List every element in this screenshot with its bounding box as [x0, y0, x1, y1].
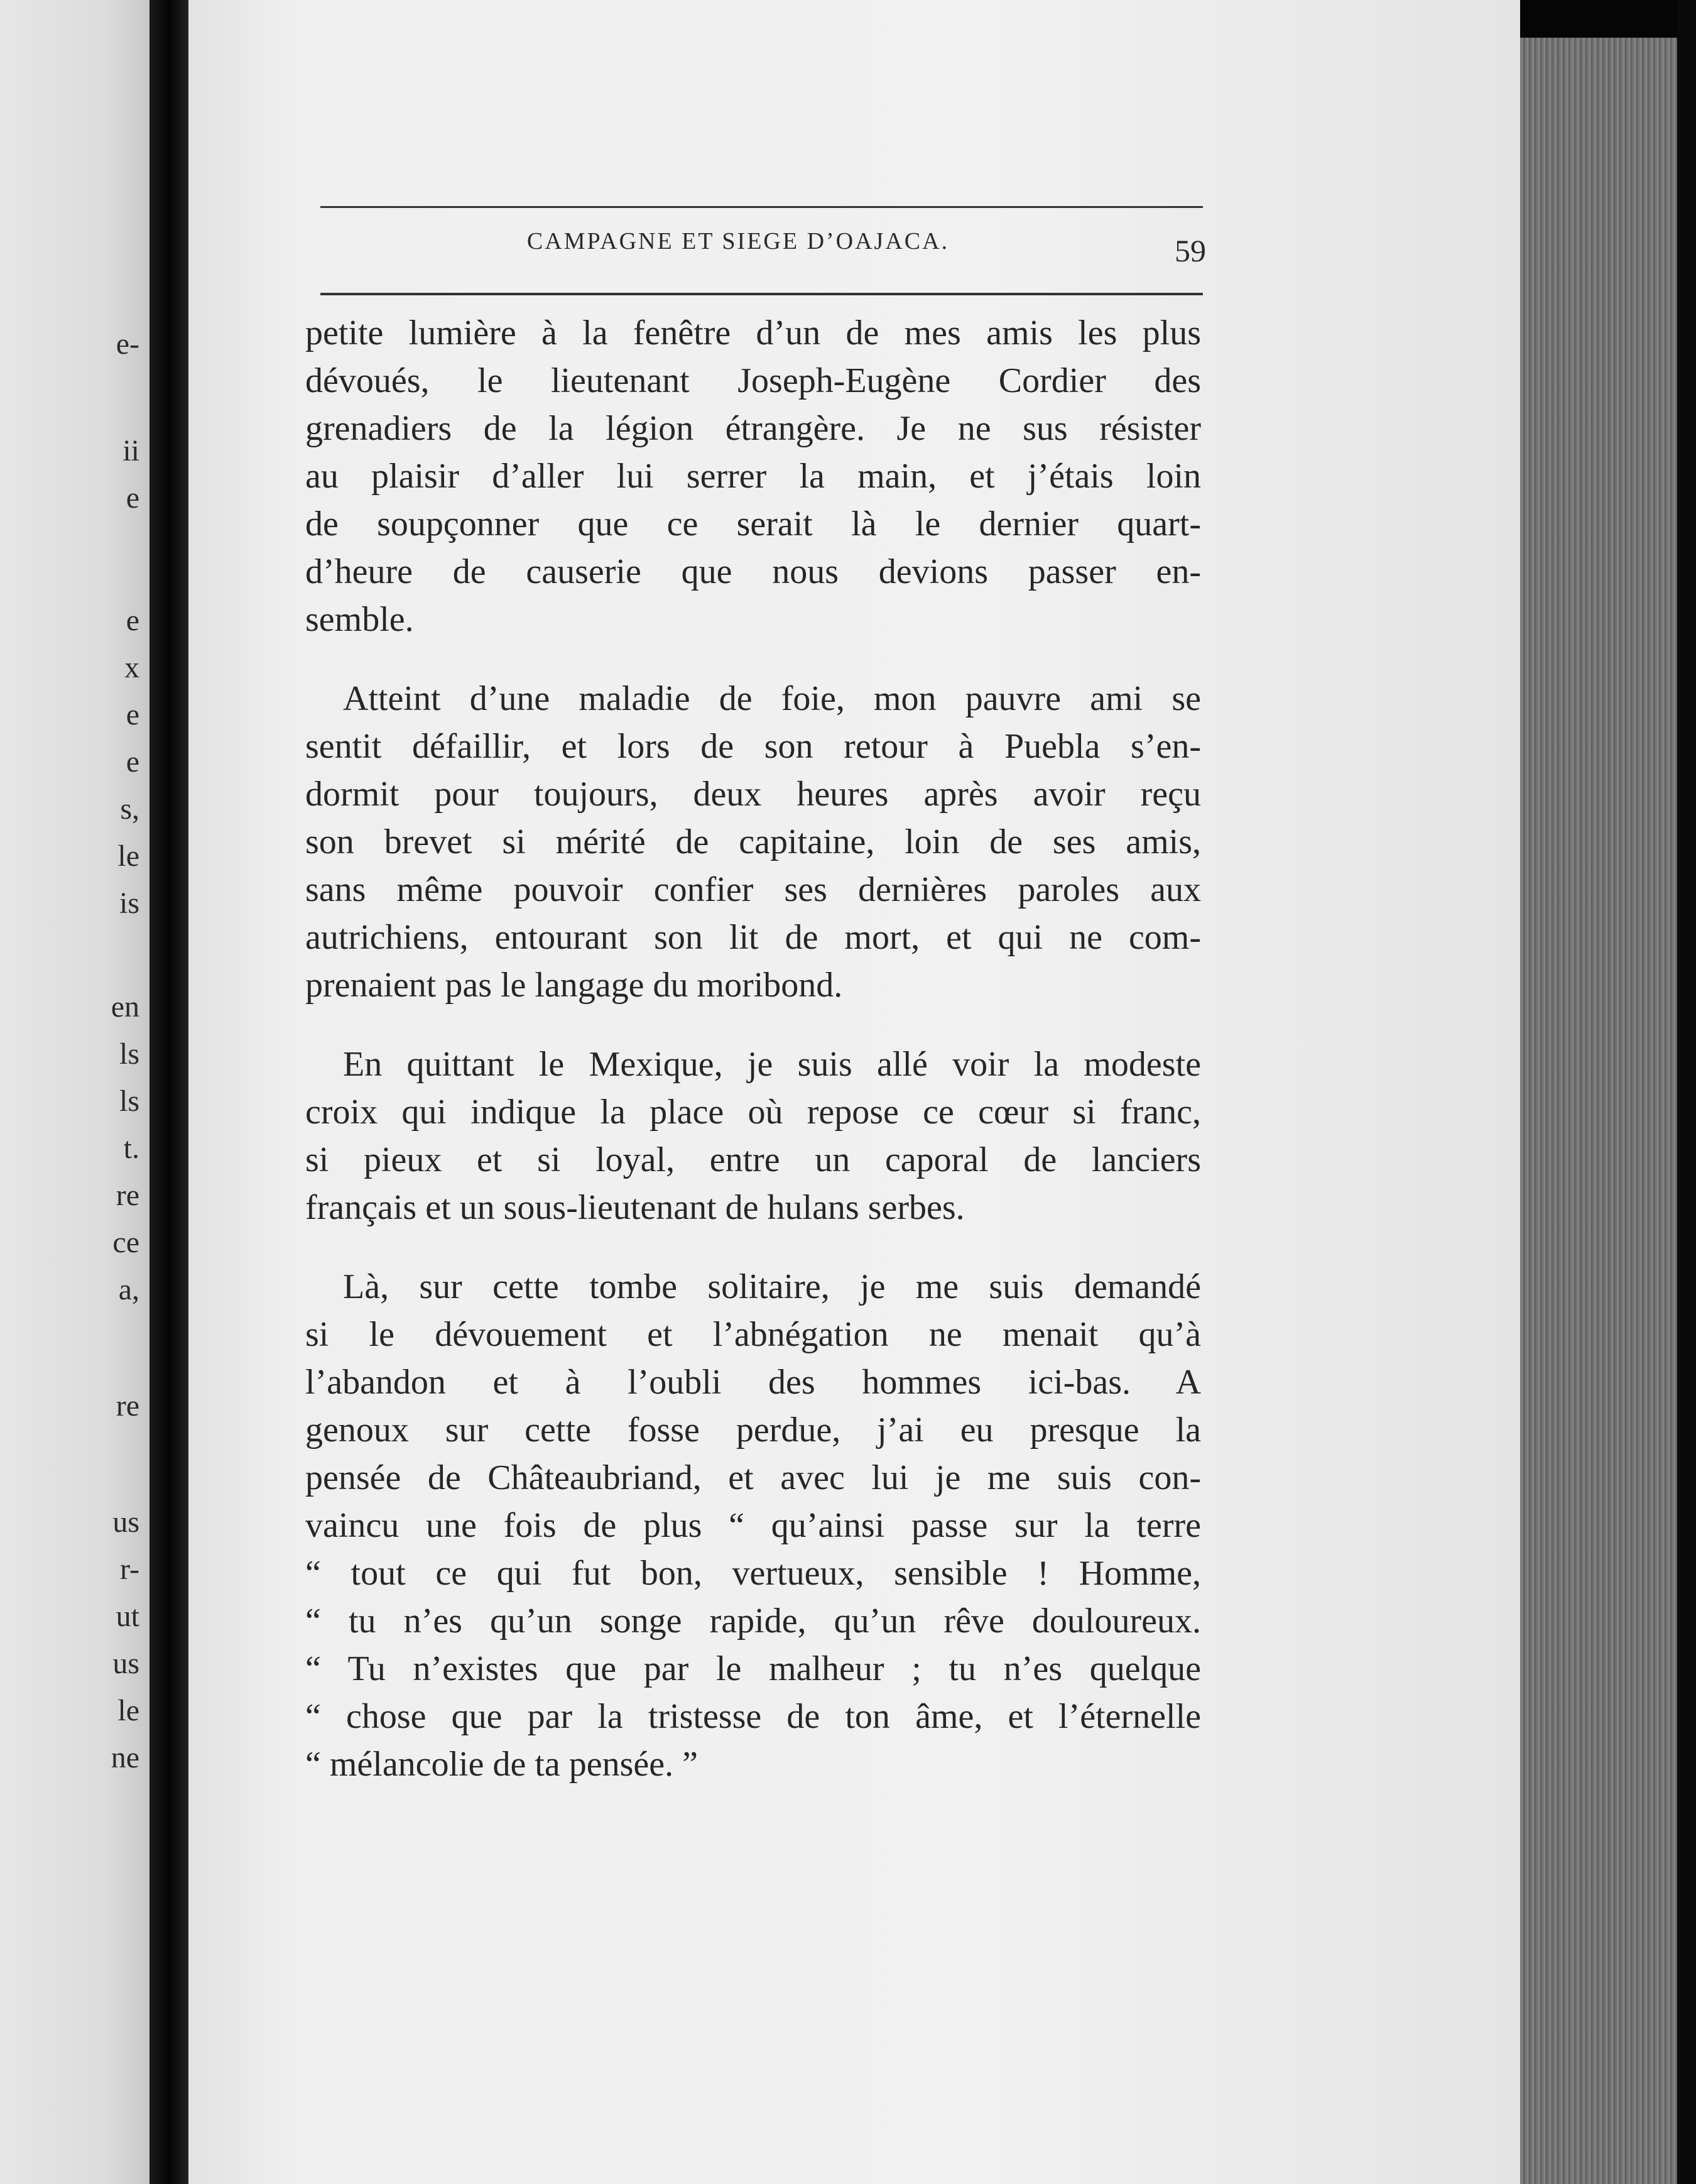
paragraph-gap	[305, 643, 1201, 675]
paragraph	[305, 1263, 1201, 1788]
text-line: petite lumière à la fenêtre d’un de mes amis les plus	[305, 314, 1201, 352]
text-line: pensée de Châteaubriand, et avec lui je me suis con-	[305, 1458, 1201, 1497]
previous-page-text-fragment: re	[116, 1389, 139, 1422]
text-line: semble.	[305, 600, 414, 639]
paragraph-gap	[305, 1009, 1201, 1040]
paragraph-gap	[305, 1231, 1201, 1263]
text-line: Là, sur cette tombe solitaire, je me suis demandé	[343, 1267, 1201, 1306]
previous-page-text-fragment: ls	[119, 1084, 139, 1118]
header-rule-bottom	[320, 293, 1203, 295]
page-number: 59	[1175, 233, 1206, 268]
text-line: genoux sur cette fosse perdue, j’ai eu presque la	[305, 1411, 1201, 1450]
text-line: de soupçonner que ce serait là le dernier quart-	[305, 505, 1201, 543]
previous-page-text-fragment: e	[126, 481, 139, 515]
text-line: au plaisir d’aller lui serrer la main, et j’étais loin	[305, 457, 1201, 496]
text-line: si pieux et si loyal, entre un caporal de lanciers	[305, 1140, 1201, 1179]
text-line: En quittant le Mexique, je suis allé voir la modeste	[343, 1045, 1201, 1084]
text-line: “ tu n’es qu’un songe rapide, qu’un rêve douloureux.	[305, 1602, 1201, 1641]
body-text	[305, 309, 1201, 1788]
previous-page-text-fragment: re	[116, 1179, 139, 1212]
book-gutter	[149, 0, 188, 2184]
previous-page-text-fragment: is	[119, 887, 139, 920]
text-line: d’heure de causerie que nous devions passer en-	[305, 552, 1201, 591]
text-line: “ chose que par la tristesse de ton âme, et l’éternelle	[305, 1697, 1201, 1736]
previous-page-text-fragment: t.	[123, 1132, 139, 1165]
text-line: sentit défaillir, et lors de son retour à Puebla s’en-	[305, 727, 1201, 766]
text-line: dévoués, le lieutenant Joseph-Eugène Cordier des	[305, 361, 1201, 400]
previous-page-text-fragment: us	[112, 1505, 139, 1539]
text-line: “ tout ce qui fut bon, vertueux, sensible ! Homme,	[305, 1554, 1201, 1593]
previous-page-text-fragment: en	[111, 990, 139, 1024]
text-line: vaincu une fois de plus “ qu’ainsi passe sur la terre	[305, 1506, 1201, 1545]
previous-page-text-fragment: le	[117, 839, 139, 873]
paragraph	[305, 1040, 1201, 1231]
previous-page-text-fragment: x	[124, 651, 139, 684]
text-line: sans même pouvoir confier ses dernières paroles aux	[305, 870, 1201, 909]
text-line: l’abandon et à l’oubli des hommes ici-bas. A	[305, 1363, 1201, 1402]
previous-page-text-fragment: e	[126, 698, 139, 731]
text-line: prenaient pas le langage du moribond.	[305, 966, 843, 1005]
previous-page-text-fragment: ut	[116, 1600, 139, 1633]
text-line: son brevet si mérité de capitaine, loin de ses amis,	[305, 822, 1201, 861]
text-line: autrichiens, entourant son lit de mort, et qui ne com-	[305, 918, 1201, 957]
scan-edge-shadow	[1677, 0, 1696, 2184]
previous-page-text-fragment: e-	[116, 327, 139, 361]
paragraph	[305, 675, 1201, 1009]
running-header-title: CAMPAGNE ET SIEGE D’OAJACA.	[526, 228, 950, 254]
previous-page-text-fragment: r-	[119, 1553, 139, 1586]
text-line: grenadiers de la légion étrangère. Je ne sus résister	[305, 409, 1201, 448]
page-block-edges	[1520, 38, 1677, 2184]
text-line: “ mélancolie de ta pensée. ”	[305, 1745, 698, 1784]
text-line: français et un sous-lieutenant de hulans serbes.	[305, 1188, 965, 1227]
paragraph	[305, 309, 1201, 643]
previous-page-text-fragment: le	[117, 1694, 139, 1727]
text-line: Atteint d’une maladie de foie, mon pauvre ami se	[343, 679, 1201, 718]
previous-page-text-fragment: a,	[118, 1273, 139, 1306]
text-line: croix qui indique la place où repose ce cœur si franc,	[305, 1093, 1201, 1132]
text-line: “ Tu n’existes que par le malheur ; tu n’es quelque	[305, 1649, 1201, 1688]
previous-page-text-fragment: s,	[120, 792, 139, 826]
previous-page-text-fragment: ls	[119, 1037, 139, 1071]
text-line: si le dévouement et l’abnégation ne menait qu’à	[305, 1315, 1201, 1354]
previous-page-text-fragment: ce	[112, 1226, 139, 1259]
previous-page-text-fragment: e	[126, 745, 139, 778]
previous-page-text-fragment: e	[126, 604, 139, 637]
text-line: dormit pour toujours, deux heures après avoir reçu	[305, 775, 1201, 814]
previous-page-text-fragment: ne	[111, 1741, 139, 1774]
header-rule-top	[320, 206, 1203, 208]
previous-page-text-fragment: us	[112, 1647, 139, 1680]
previous-page-text-fragment: ii	[122, 434, 139, 467]
